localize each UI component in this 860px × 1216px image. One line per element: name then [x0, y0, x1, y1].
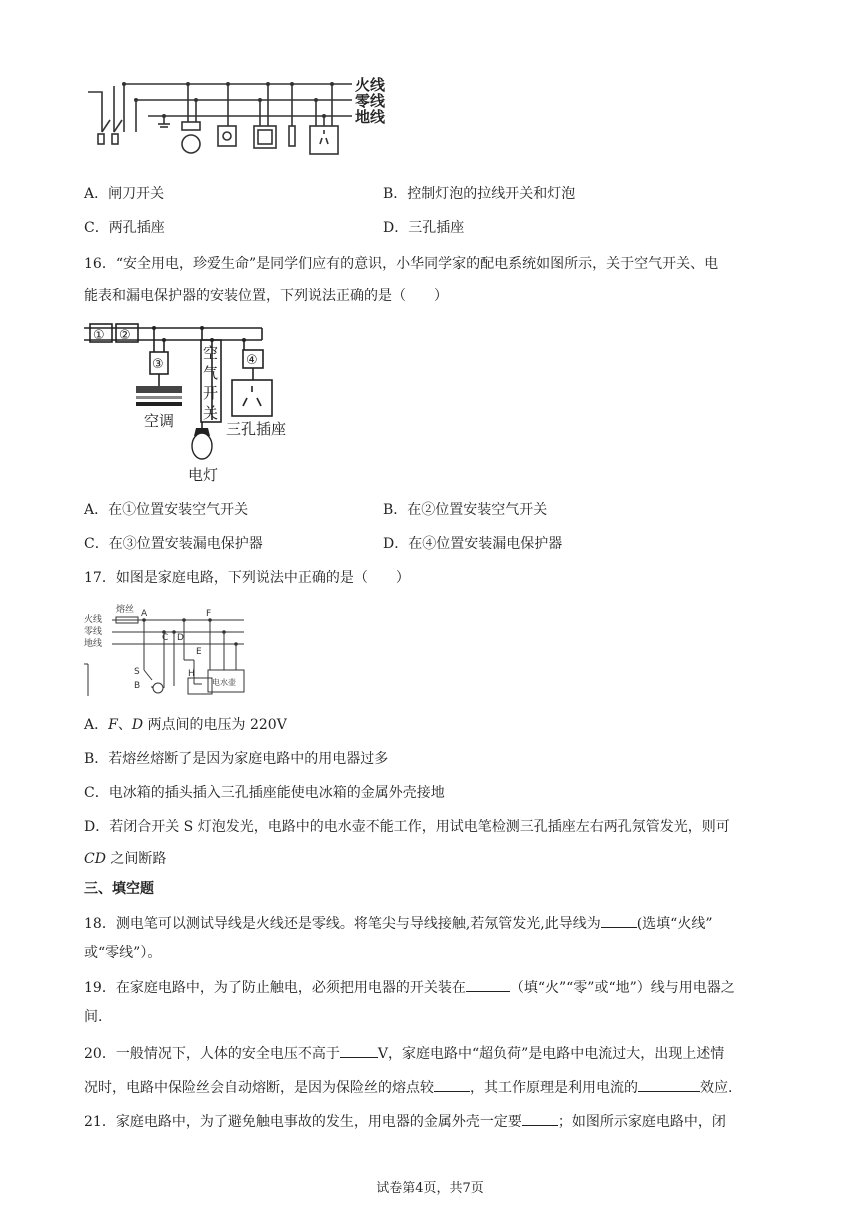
figure-q15-circuit	[84, 72, 394, 164]
switch-s: S	[134, 667, 140, 677]
q21-line1	[84, 1109, 784, 1132]
q20-text: 20．一般情况下，人体的安全电压不高于	[84, 1046, 340, 1062]
label-lamp: 电灯	[188, 466, 219, 484]
q18-blank[interactable]	[601, 911, 637, 928]
point-c: C	[162, 633, 169, 643]
q19-text: 19．在家庭电路中，为了防止触电，必须把用电器的开关装在	[84, 980, 466, 996]
point-e: E	[196, 647, 202, 657]
q20-text-2b: ，其工作原理是利用电流的	[470, 1080, 638, 1096]
figure-q17-home-circuit	[84, 600, 264, 700]
marker-4: ④	[246, 353, 258, 368]
point-h: H	[188, 669, 195, 679]
q21-text-b: ；如图所示家庭电路中，闭	[557, 1114, 726, 1130]
q19-line1	[84, 975, 784, 998]
q17-option-a-text: 两点间的电压为 220V	[147, 717, 287, 733]
q18-text: 18．测电笔可以测试导线是火线还是零线。将笔尖与导线接触,若氖管发光,此导线为	[84, 916, 601, 932]
label-live: 火线	[355, 76, 386, 94]
q21-blank[interactable]	[522, 1109, 558, 1126]
marker-2: ②	[119, 328, 131, 343]
label-fuse: 熔丝	[116, 605, 135, 615]
label-ground: 地线	[355, 108, 386, 126]
q18-line2: 或“零线”）。	[84, 945, 162, 961]
q16-stem-line2: 能表和漏电保护器的安装位置，下列说法正确的是（ ）	[84, 288, 448, 304]
label-neutral: 零线	[84, 627, 103, 637]
q16-stem-line1: 16．“安全用电，珍爱生命”是同学们应有的意识，小华同学家的配电系统如图所示，关于空气开关、电	[84, 256, 719, 272]
air-switch-char-1: 空	[203, 344, 219, 362]
q18-text-b: (选填“火线”	[636, 916, 713, 932]
q17-option-d-text: 之间断路	[110, 851, 167, 867]
q16-option-a: A．在①位置安装空气开关	[84, 502, 249, 518]
q17-stem: 17．如图是家庭电路，下列说法中正确的是（ ）	[84, 570, 410, 586]
q17-option-d-line2: CD 之间断路	[84, 851, 167, 867]
label-air-conditioner: 空调	[144, 412, 175, 430]
label-ground: 地线	[84, 639, 103, 649]
q17-option-d-line1: D．若闭合开关 S 灯泡发光，电路中的电水壶不能工作，用试电笔检测三孔插座左右两孔氖管发光，则可	[84, 819, 730, 835]
label-neutral: 零线	[355, 92, 386, 110]
figure-q16-distribution	[84, 320, 304, 492]
q16-option-b: B．在②位置安装空气开关	[383, 502, 548, 518]
air-switch-char-3: 开	[203, 384, 219, 402]
point-f: F	[206, 609, 212, 619]
q20-line2	[84, 1075, 784, 1098]
air-switch-char-4: 关	[203, 404, 219, 422]
label-three-hole-socket: 三孔插座	[226, 420, 287, 438]
q20-line1	[84, 1041, 784, 1064]
q15-option-d: D．三孔插座	[383, 220, 465, 236]
q19-blank[interactable]	[466, 975, 510, 992]
q17-option-b: B．若熔丝熔断了是因为家庭电路中的用电器过多	[84, 751, 389, 767]
q18-line1	[84, 911, 784, 934]
q16-option-c: C．在③位置安装漏电保护器	[84, 536, 263, 552]
point-b: B	[134, 681, 141, 691]
q17-option-a: A．F、D 两点间的电压为 220V	[84, 717, 287, 733]
q15-option-a: A．闸刀开关	[84, 186, 165, 202]
q20-blank-1[interactable]	[340, 1041, 378, 1058]
section-heading: 三、填空题	[84, 881, 154, 897]
q20-blank-3[interactable]	[638, 1075, 700, 1092]
label-live: 火线	[84, 615, 103, 625]
q20-blank-2[interactable]	[434, 1075, 470, 1092]
q19-text-b: （填“火”“零”或“地”）线与用电器之	[509, 980, 735, 996]
q21-text: 21．家庭电路中，为了避免触电事故的发生，用电器的金属外壳一定要	[84, 1114, 522, 1130]
q19-line2: 间.	[84, 1009, 103, 1025]
q20-text-2c: 效应.	[700, 1080, 733, 1096]
q20-text-2: 况时，电路中保险丝会自动熔断，是因为保险丝的熔点较	[84, 1080, 434, 1096]
q16-option-d: D．在④位置安装漏电保护器	[383, 536, 563, 552]
page-footer: 试卷第4页，共7页	[376, 1181, 484, 1196]
q15-option-c: C．两孔插座	[84, 220, 165, 236]
air-switch-char-2: 气	[203, 364, 219, 382]
marker-3: ③	[152, 357, 164, 372]
q20-text-b: V，家庭电路中“超负荷”是电路中电流过大，出现上述情	[377, 1046, 725, 1062]
q15-option-b: B．控制灯泡的拉线开关和灯泡	[383, 186, 576, 202]
q17-option-c: C．电冰箱的插头插入三孔插座能使电冰箱的金属外壳接地	[84, 785, 445, 801]
label-kettle: 电水壶	[212, 678, 236, 687]
marker-1: ①	[93, 328, 105, 343]
point-d: D	[177, 633, 184, 643]
point-a: A	[141, 609, 148, 619]
